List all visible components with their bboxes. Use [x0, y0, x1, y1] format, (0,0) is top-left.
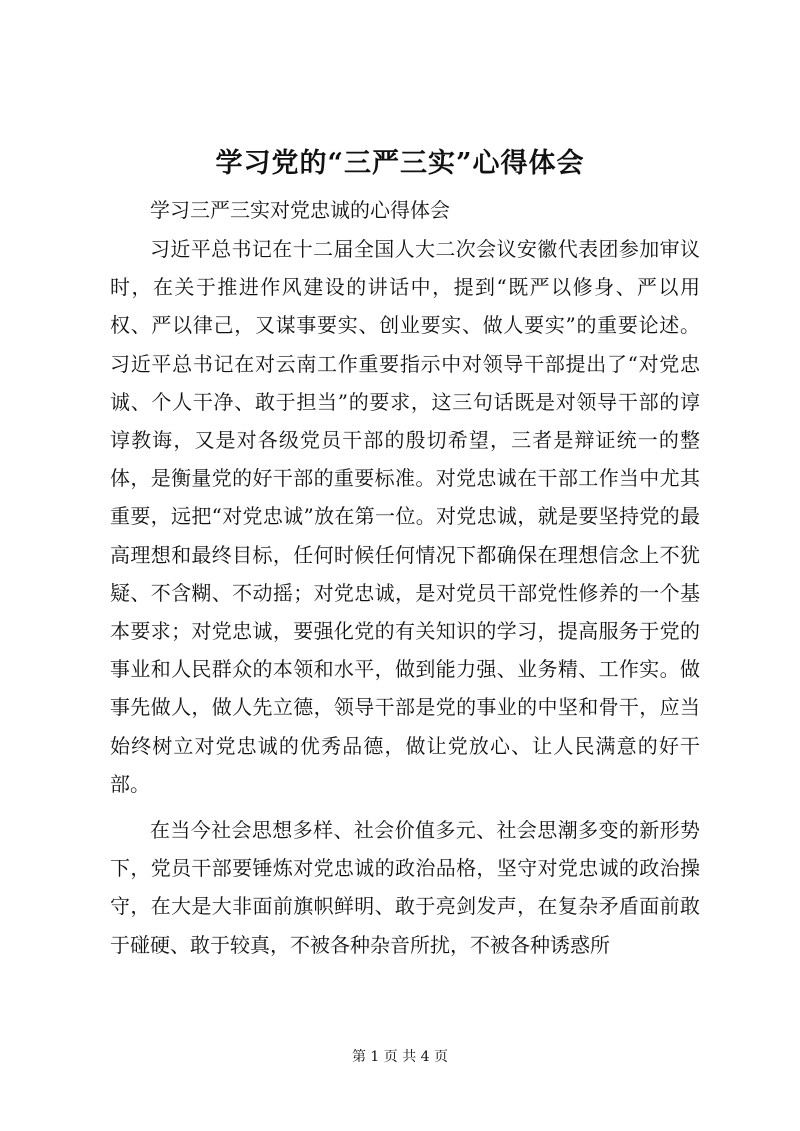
page-number-footer: 第 1 页 共 4 页: [351, 1049, 449, 1065]
document-title: 学习党的“三严三实”心得体会: [215, 148, 585, 179]
document-subtitle: 学习三严三实对党忠诚的心得体会: [150, 198, 450, 222]
body-paragraph: 在当今社会思想多样、社会价值多元、社会思潮多变的新形势下，党员干部要锤炼对党忠诚的政治品格，坚守对党忠诚的政治操守，在大是大非面前旗帜鲜明、敢于亮剑发声，在复杂矛盾面前敢于碰硬、敢于较真，不被各种杂音所扰，不被各种诱惑所: [110, 818, 700, 957]
body-paragraph: 习近平总书记在十二届全国人大二次会议安徽代表团参加审议时，在关于推进作风建设的讲话中，提到“既严以修身、严以用权、严以律己，又谋事要实、创业要实、做人要实”的重要论述。习近平总书记在对云南工作重要指示中对领导干部提出了“对党忠诚、个人干净、敢于担当”的要求，这三句话既是对领导干部的谆谆教诲，又是对各级党员干部的殷切希望，三者是辩证统一的整体，是衡量党的好干部的重要标准。对党忠诚在干部工作当中尤其重要，远把“对党忠诚”放在第一位。对党忠诚，就是要坚持党的最高理想和最终目标，任何时候任何情况下都确保在理想信念上不犹疑、不含糊、不动摇；对党忠诚，是对党员干部党性修养的一个基本要求；对党忠诚，要强化党的有关知识的学习，提高服务于党的事业和人民群众的本领和水平，做到能力强、业务精、工作实。做事先做人，做人先立德，领导干部是党的事业的中坚和骨干，应当始终树立对党忠诚的优秀品德，做让党放心、让人民满意的好干部。: [110, 237, 700, 796]
document-body: [110, 230, 700, 964]
